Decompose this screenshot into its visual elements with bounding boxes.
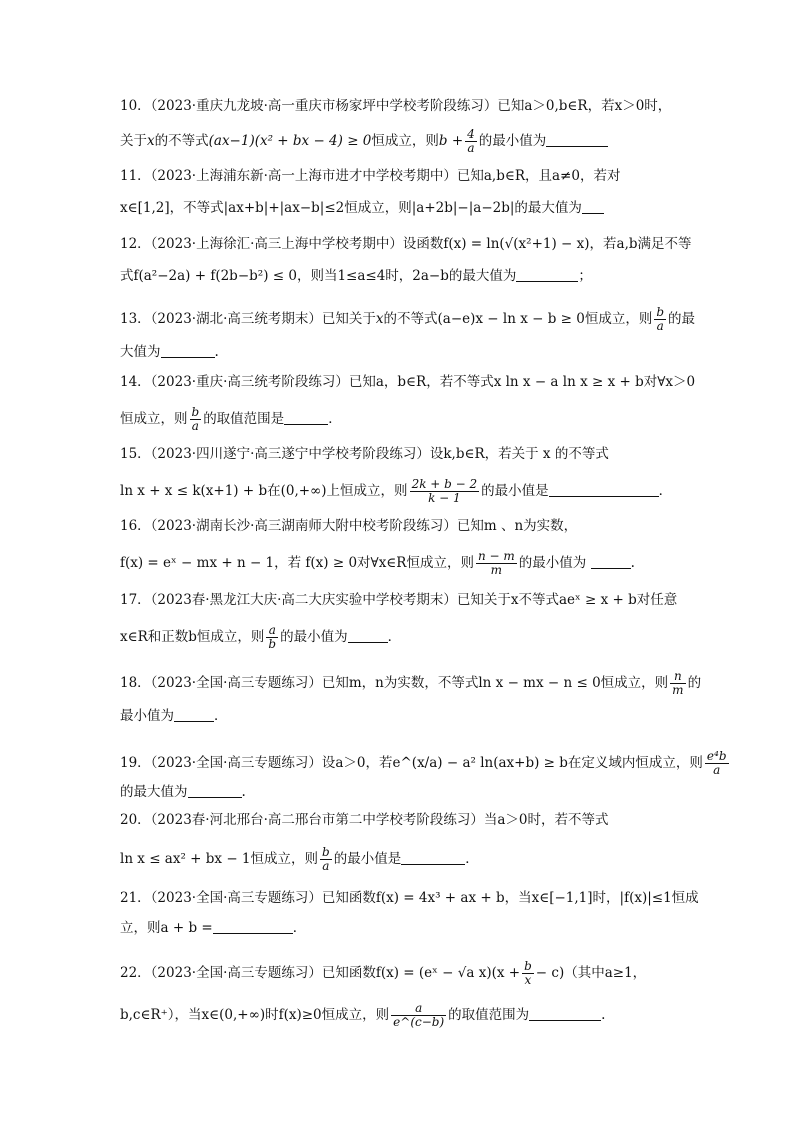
text: 22．（2023·全国·高三专题练习）已知函数f(x) = (eˣ − √a x)(x + [120, 965, 521, 981]
text: ln x + x ≤ k(x+1) + b在(0,+∞)上恒成立，则 [120, 483, 408, 499]
fraction-expression [476, 550, 517, 577]
text: 的不等式 [154, 133, 209, 149]
math-expr: b + [438, 133, 464, 149]
text: 18．（2023·全国·高三专题练习）已知m，n为实数，不等式ln x − mx − n ≤ 0恒成立，则 [120, 675, 669, 691]
answer-blank[interactable] [529, 1006, 601, 1021]
fraction-expression [705, 750, 729, 777]
fraction-numerator: b [656, 305, 665, 319]
problem-14-line-2: 恒成立，则 $\frac{b}{a}$ 的取值范围是 ． [120, 405, 342, 433]
problem-22-line-1 [120, 960, 680, 987]
answer-blank[interactable] [582, 199, 604, 214]
math-x: x [375, 311, 384, 327]
text: 的最 [668, 311, 696, 327]
fraction-numerator: n [670, 670, 685, 684]
fraction-expression [391, 1002, 446, 1029]
fraction-b-over-a [190, 406, 202, 433]
problem-13-line-1 [120, 305, 696, 333]
text: 的 [687, 675, 702, 691]
fraction-denominator: m [490, 563, 503, 577]
fraction-numerator: 4 [467, 127, 475, 141]
answer-blank[interactable] [188, 783, 242, 798]
text: ln x ≤ ax² + bx − 1恒成立，则 [120, 851, 319, 867]
problem-20-line-2: ln x ≤ ax² + bx − 1恒成立，则 $\frac{b}{a}$ 的最小值是 ． [120, 845, 479, 873]
text: 大值为 [120, 344, 161, 360]
answer-blank[interactable] [348, 628, 388, 643]
fraction-expression [410, 478, 480, 505]
fraction-b-over-a [654, 306, 666, 333]
fraction-numerator: a [266, 624, 278, 638]
answer-blank[interactable] [213, 919, 293, 934]
problem-10-line-1: 10．（2023·重庆九龙坡·高一重庆市杨家坪中学校考阶段练习）已知a＞0,b∈R，若x＞0时， [120, 98, 672, 114]
text: 的最小值为 [518, 555, 587, 571]
problem-17-line-2: x∈R和正数b恒成立，则 $\frac{a}{b}$ 的最小值为 ． [120, 623, 402, 651]
text: x∈[1,2]，不等式|ax+b|+|ax−b|≤2恒成立，则|a+2b|−|a−2b|的最大值为 [120, 200, 582, 216]
fraction-numerator: n − m [477, 549, 515, 563]
fraction-denominator: a [191, 419, 199, 433]
problem-16-line-1: 16．（2023·湖南长沙·高三湖南师大附中校考阶段练习）已知m 、n为实数， [120, 518, 578, 534]
answer-blank[interactable] [174, 707, 214, 722]
text: 13．（2023·湖北·高三统考期末）已知关于 [120, 311, 376, 327]
text: 立，则a + b = [120, 920, 213, 936]
fraction-4-over-a [465, 128, 477, 155]
fraction-denominator: a [467, 141, 475, 155]
text: 19．（2023·全国·高三专题练习）设a＞0，若e^(x/a) − a² ln(ax+b) ≥ b在定义域内恒成立，则 [120, 755, 703, 771]
text: x∈R和正数b恒成立，则 [120, 629, 265, 645]
problem-21-line-2: 立，则a + b = ． [120, 920, 307, 936]
text: 式f(a²−2a) + f(2b−b²) ≤ 0，则当1≤a≤4时，2a−b的最大值为 [120, 268, 517, 284]
fraction-numerator: 2k + b − 2 [411, 477, 478, 491]
problem-15-line-2: ln x + x ≤ k(x+1) + b在(0,+∞)上恒成立，则 $\frac{2k + b - 2}{k - 1}$ 的最小值是 ． [120, 477, 673, 505]
fraction-numerator: b [524, 959, 532, 973]
problem-11-line-2 [120, 198, 680, 218]
answer-blank[interactable] [161, 343, 215, 358]
answer-blank[interactable] [401, 850, 465, 865]
problem-12-line-2 [120, 266, 680, 286]
fraction-b-over-x [522, 960, 534, 987]
fraction-a-over-b [266, 624, 278, 651]
text: 恒成立，则 [371, 133, 439, 149]
problem-12-line-1: 12．（2023·上海徐汇·高三上海中学校考期中）设函数f(x) = ln(√(x²+1) − x)，若a,b满足不等 [120, 236, 692, 252]
problem-17-line-1: 17．（2023春·黑龙江大庆·高二大庆实验中学校考期末）已知关于x不等式aeˣ ≥ x + b对任意 [120, 592, 678, 608]
text: 的最小值为 [478, 133, 547, 149]
problem-15-line-1: 15．（2023·四川遂宁·高三遂宁中学校考阶段练习）设k,b∈R，若关于 x 的不等式 [120, 446, 609, 462]
fraction-denominator: b [268, 637, 277, 651]
fraction-denominator: x [524, 973, 532, 987]
fraction-denominator: k − 1 [428, 491, 461, 505]
problem-22-line-2: b,c∈R⁺），当x∈(0,+∞)时f(x)≥0恒成立，则 $\frac{a}{e\^{}(c-b)}$ 的取值范围为 . [120, 1001, 606, 1029]
problem-18-line-1 [120, 669, 702, 697]
answer-blank[interactable] [284, 410, 328, 425]
fraction-numerator: b [191, 405, 200, 419]
text: 关于 [120, 133, 147, 149]
math-x: x [147, 133, 155, 149]
fraction-numerator: e⁴b [706, 749, 727, 763]
problem-14-line-1: 14．（2023·重庆·高三统考阶段练习）已知a，b∈R，若不等式x ln x − a ln x ≥ x + b对∀x＞0 [120, 374, 696, 390]
answer-blank[interactable] [549, 482, 659, 497]
text: 的最小值为 [280, 629, 348, 645]
problem-16-line-2: f(x) = eˣ − mx + n − 1，若 f(x) ≥ 0对∀x∈R恒成立，则 $\frac{n - m}{m}$ 的最小值为 . [120, 549, 635, 577]
fraction-denominator: m [672, 683, 684, 697]
fraction-denominator: a [713, 763, 721, 777]
answer-blank[interactable] [546, 132, 608, 147]
answer-blank[interactable] [591, 554, 631, 569]
text: 的最小值是 [481, 483, 549, 499]
text: f(x) = eˣ − mx + n − 1，若 f(x) ≥ 0对∀x∈R恒成立，则 [120, 555, 474, 571]
text: 的取值范围是 [203, 411, 285, 427]
text: 恒成立，则 [120, 411, 188, 427]
problem-19-line-2: 的最大值为 . [120, 784, 246, 800]
fraction-numerator: a [391, 1002, 446, 1016]
text: 的取值范围为 [448, 1007, 530, 1023]
problem-18-line-2: 最小值为 ． [120, 708, 228, 724]
fraction-b-over-a [320, 846, 332, 873]
answer-blank[interactable] [516, 267, 578, 282]
problem-13-line-2: 大值为 . [120, 344, 219, 360]
text: ； [578, 268, 592, 284]
fraction-denominator: e^(c−b) [393, 1015, 445, 1029]
problem-19-line-1 [120, 749, 727, 777]
text: b,c∈R⁺），当x∈(0,+∞)时f(x)≥0恒成立，则 [120, 1007, 390, 1023]
problem-10-line-2 [120, 128, 680, 155]
text: 的不等式(a−e)x − ln x − b ≥ 0恒成立，则 [383, 311, 653, 327]
problem-21-line-1: 21．（2023·全国·高三专题练习）已知函数f(x) = 4x³ + ax + b，当x∈[−1,1]时，|f(x)|≤1恒成 [120, 890, 699, 906]
text: − c)（其中a≥1， [535, 965, 647, 981]
text: 的最大值为 [120, 784, 188, 800]
text: 的最小值是 [333, 851, 402, 867]
fraction-denominator: a [322, 859, 330, 873]
fraction-numerator: b [322, 845, 330, 859]
problem-20-line-1: 20．（2023春·河北邢台·高二邢台市第二中学校考阶段练习）当a＞0时，若不等式 [120, 812, 609, 828]
fraction-denominator: a [656, 319, 664, 333]
problem-11-line-1: 11．（2023·上海浦东新·高一上海市进才中学校考期中）已知a,b∈R，且a≠0，若对 [120, 168, 621, 184]
text: 最小值为 [120, 708, 174, 724]
fraction-n-over-m [670, 670, 685, 697]
math-inequality: (ax−1)(x² + bx − 4) ≥ 0 [208, 133, 372, 149]
